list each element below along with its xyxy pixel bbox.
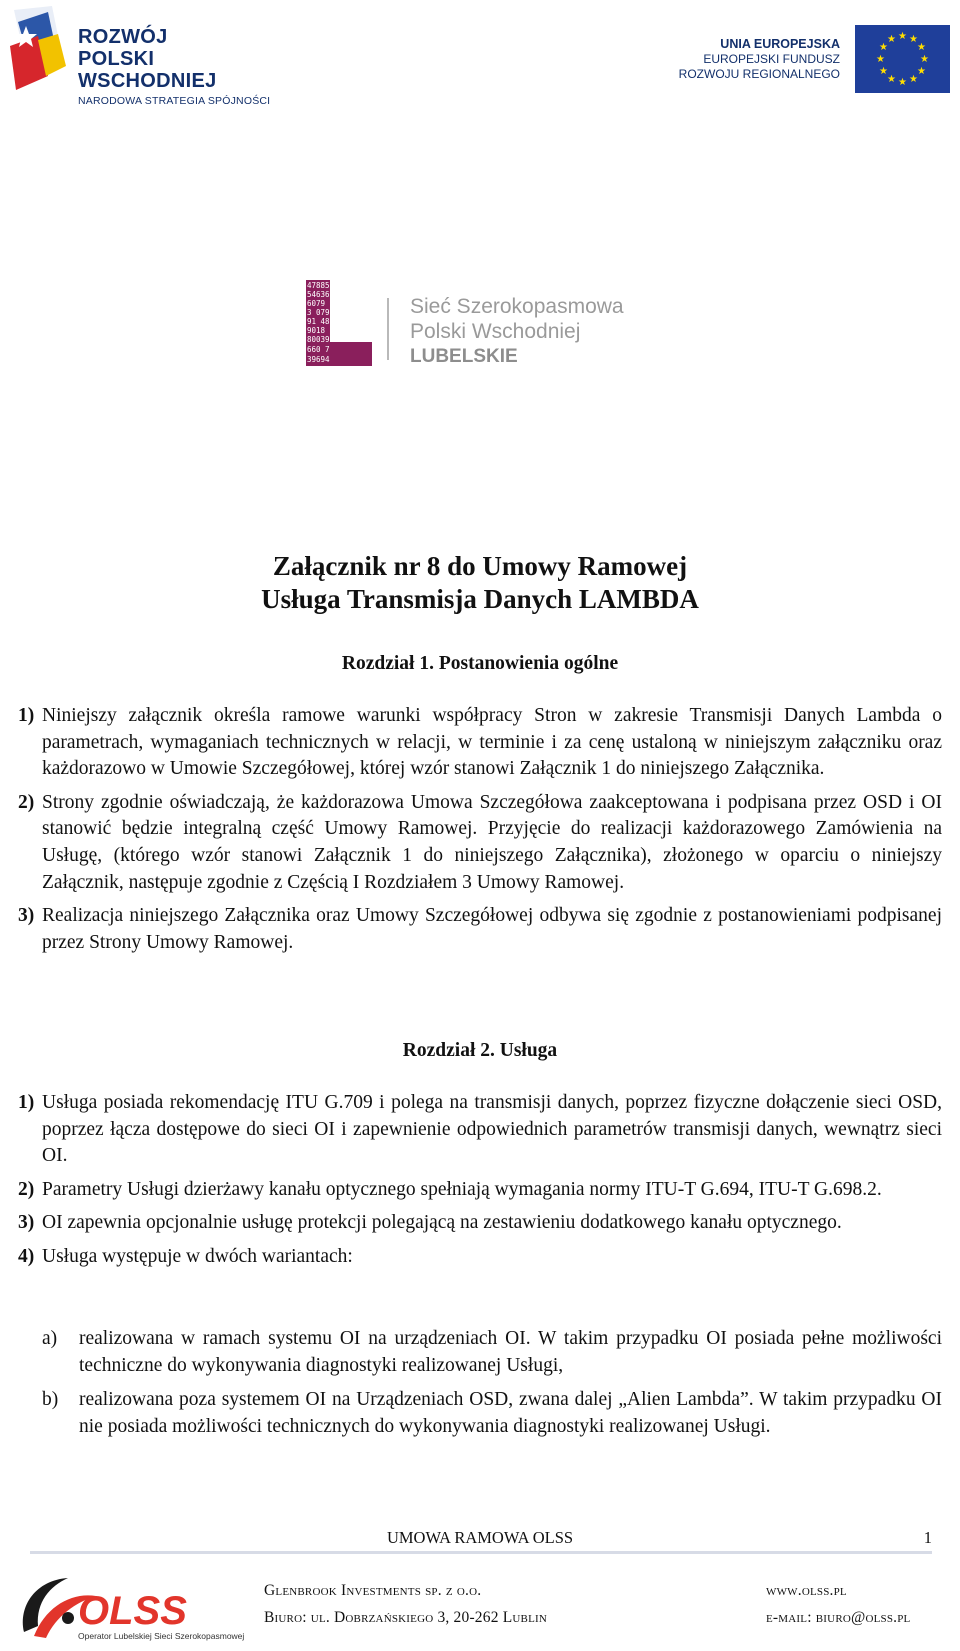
- section-heading-2: Rozdział 2. Usługa: [402, 1040, 558, 1061]
- olss-logo: [16, 1566, 246, 1646]
- ssp-digit: 660 7: [307, 345, 330, 354]
- item-number: 1): [18, 1092, 35, 1113]
- ssp-digit: 47885: [307, 281, 330, 290]
- ssp-digit: 3 079: [307, 308, 330, 317]
- document-title: [0, 550, 960, 616]
- list-item: [18, 1244, 942, 1271]
- list-item: [18, 1210, 942, 1237]
- website-link[interactable]: www.olss.pl: [766, 1582, 847, 1599]
- ue-line3: ROZWOJU REGIONALNEGO: [678, 67, 840, 81]
- footer-title: UMOWA RAMOWA OLSS: [386, 1528, 574, 1547]
- item-number: 2): [18, 791, 35, 813]
- footer-divider: [30, 1551, 932, 1554]
- sublist-item: [42, 1326, 942, 1379]
- section1-list: [18, 703, 942, 963]
- ssp-digit: 39694: [307, 355, 330, 364]
- item-number: 1): [18, 705, 35, 726]
- title-line2: Usługa Transmisja Danych LAMBDA: [261, 584, 699, 614]
- olss-logo-tagline: Operator Lubelskiej Sieci Szerokopasmowej: [78, 1631, 245, 1641]
- ssp-digit: 6079: [307, 299, 326, 308]
- unia-europejska-logo: [650, 25, 950, 93]
- ssp-line1: Sieć Szerokopasmowa: [410, 295, 624, 318]
- item-text: Strony zgodnie oświadczają, że każdorazowa Umowa Szczegółowa zaakceptowana i podpisana przez OSD i OI stanowić będzie integralną część Umowy Ramowej. Przyjęcie do realizacji każdorazowego Zamówienia na Usługę, (którego wzór stanowi Załącznik 1 do niniejszego Załącznika), złożonego w oparciu o niniejszy Załącznik, następuje zgodnie z Częścią I Rozdziałem 3 Umowy Ramowej.: [42, 791, 942, 893]
- list-item: [18, 1177, 942, 1204]
- ssp-divider: [387, 298, 389, 360]
- list-item: [18, 1090, 942, 1170]
- item-text: OI zapewnia opcjonalnie usługę protekcji polegającą na zestawieniu dodatkowego kanału optycznego.: [42, 1212, 842, 1234]
- ssp-line3: LUBELSKIE: [410, 346, 518, 367]
- subitem-text: realizowana w ramach systemu OI na urządzeniach OI. W takim przypadku OI posiada pełne możliwości techniczne do wykonywania diagnostyki realizowanej Usługi,: [79, 1328, 942, 1376]
- item-number: 4): [18, 1245, 35, 1267]
- section2-list: [18, 1090, 942, 1278]
- ue-line1: UNIA EUROPEJSKA: [720, 37, 840, 51]
- title-line1: Załącznik nr 8 do Umowy Ramowej: [272, 551, 688, 581]
- list-item: [18, 703, 942, 783]
- ssp-digit: 9018: [307, 326, 326, 335]
- subitem-letter: a): [42, 1328, 58, 1349]
- ue-line2: EUROPEJSKI FUNDUSZ: [703, 52, 840, 66]
- svg-text:★: ★: [909, 74, 918, 85]
- item-text: Parametry Usługi dzierżawy kanału optycznego spełniają wymagania normy ITU-T G.694, ITU-T G.698.2.: [42, 1178, 882, 1200]
- item-number: 3): [18, 905, 35, 927]
- svg-text:★: ★: [879, 66, 888, 77]
- item-text: Realizacja niniejszego Załącznika oraz Umowy Szczegółowej odbywa się zgodnie z postanowieniami podpisanej przez Strony Umowy Ramowej.: [42, 905, 942, 953]
- ssp-digit: 91 48: [307, 317, 330, 326]
- item-text: Usługa posiada rekomendację ITU G.709 i polega na transmisji danych, poprzez fizyczne dołączenie sieci OSD, poprzez łącza dostępowe do sieci OI i zapewnienie odpowiednich parametrów transmisji danych, wewnątrz sieci OI.: [42, 1092, 942, 1167]
- svg-text:★: ★: [887, 34, 896, 45]
- svg-text:★: ★: [879, 42, 888, 53]
- svg-text:★: ★: [920, 54, 929, 65]
- svg-text:★: ★: [887, 74, 896, 85]
- svg-text:★: ★: [898, 31, 907, 42]
- ssp-digit: 54636: [307, 290, 330, 299]
- rps-emblem-icon: [8, 6, 70, 94]
- section-heading-1: Rozdział 1. Postanowienia ogólne: [341, 653, 619, 674]
- office-address: Biuro: ul. Dobrzańskiego 3, 20-262 Lublin: [264, 1609, 548, 1626]
- page-number: 1: [923, 1528, 932, 1547]
- rps-line1: ROZWÓJ: [78, 26, 168, 48]
- olss-logo-icon: [16, 1566, 246, 1646]
- svg-text:★: ★: [917, 66, 926, 77]
- svg-text:★: ★: [898, 77, 907, 88]
- ssp-line2: Polski Wschodniej: [410, 320, 581, 343]
- svg-text:★: ★: [876, 54, 885, 65]
- company-name: Glenbrook Investments sp. z o.o.: [264, 1582, 482, 1599]
- ssp-l-mark-icon: [306, 280, 372, 366]
- item-text: Niniejszy załącznik określa ramowe warunki współpracy Stron w zakresie Transmisji Danych Lambda o parametrach, wymaganiach technicznych w relacji, w terminie i za cenę ustaloną w niniejszym załączniku oraz każdorazowo w Umowie Szczegółowej, której wzór stanowi Załącznik 1 do niniejszego Załącznika.: [42, 705, 942, 780]
- subitem-text: realizowana poza systemem OI na Urządzeniach OSD, zwana dalej „Alien Lambda”. W takim przypadku OI nie posiada możliwości technicznych do wykonywania diagnostyki realizowanej Usługi.: [79, 1389, 942, 1437]
- item-text: Usługa występuje w dwóch wariantach:: [42, 1245, 353, 1267]
- olss-logo-name: OLSS: [78, 1589, 187, 1633]
- item-number: 2): [18, 1178, 35, 1200]
- rps-line3: NARODOWA STRATEGIA SPÓJNOŚCI: [78, 95, 271, 107]
- rozwoj-polski-wschodniej-logo: [8, 6, 278, 107]
- subitem-letter: b): [42, 1389, 59, 1411]
- sublist-item: [42, 1387, 942, 1440]
- section2-sublist: [42, 1326, 942, 1448]
- email-link[interactable]: e-mail: biuro@olss.pl: [766, 1609, 911, 1626]
- svg-text:★: ★: [917, 42, 926, 53]
- siec-szerokopasmowa-logo: [306, 280, 666, 370]
- eu-flag-icon: [855, 25, 950, 93]
- svg-text:★: ★: [909, 34, 918, 45]
- item-number: 3): [18, 1212, 35, 1234]
- list-item: [18, 790, 942, 896]
- ssp-digit: 80039: [307, 335, 330, 344]
- rps-line2: POLSKI WSCHODNIEJ: [78, 48, 217, 92]
- list-item: [18, 903, 942, 956]
